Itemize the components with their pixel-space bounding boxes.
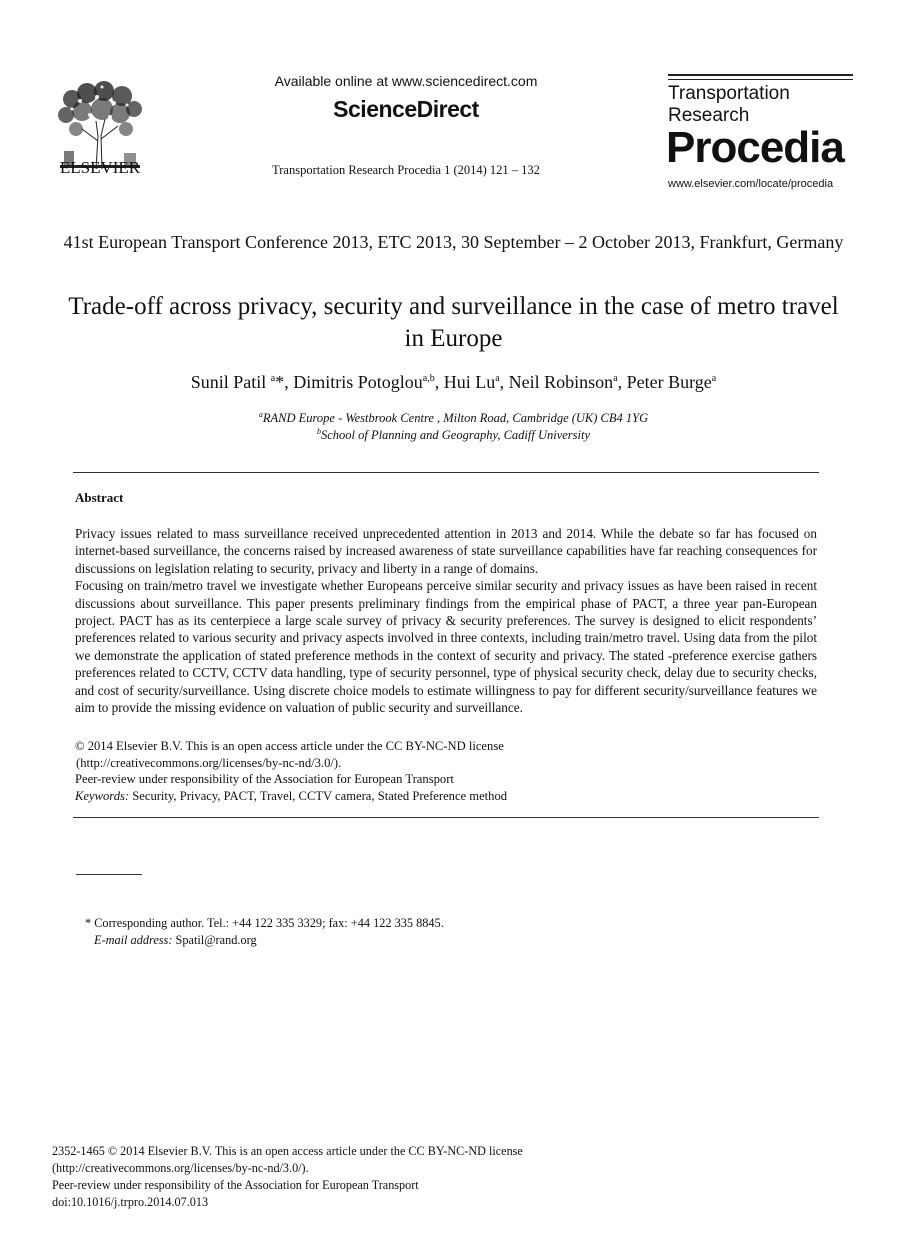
abstract-bottom-divider	[73, 817, 819, 818]
journal-citation: Transportation Research Procedia 1 (2014) 121 – 132	[272, 163, 540, 177]
license-block	[75, 738, 817, 804]
author-name: Neil Robinson	[508, 372, 614, 392]
peer-review-statement: Peer-review under responsibility of the Association for European Transport	[75, 772, 454, 786]
publisher-name: ELSEVIER	[59, 158, 141, 177]
journal-url-link[interactable]: www.elsevier.com/locate/procedia	[668, 178, 834, 190]
affiliation-a	[60, 410, 847, 426]
keywords-label: Keywords:	[75, 788, 130, 803]
abstract-body	[75, 525, 817, 716]
affiliation-text: School of Planning and Geography, Cadiff University	[320, 428, 591, 443]
doi-line[interactable]: doi:10.1016/j.trpro.2014.07.013	[52, 1195, 209, 1209]
paper-title: Trade-off across privacy, security and surveillance in the case of metro travel in Europe	[68, 293, 839, 352]
author-name: Peter Burge	[626, 372, 712, 392]
license-link[interactable]: (http://creativecommons.org/licenses/by-nc-nd/3.0/).	[76, 755, 342, 770]
journal-logo-line3: Procedia	[666, 123, 844, 172]
journal-logo-line2: Research	[668, 105, 750, 126]
author-name: Sunil Patil	[190, 372, 267, 392]
author-list	[60, 372, 847, 393]
author-name: Dimitris Potoglou	[293, 372, 423, 392]
journal-logo-line1: Transportation	[668, 83, 790, 104]
author-separator: ,	[617, 372, 627, 392]
author-separator: ,	[499, 372, 509, 392]
author-name: Hui Lu	[443, 372, 496, 392]
author-separator: ,	[434, 372, 444, 392]
affiliation-b	[60, 427, 847, 443]
author-affiliation-marker: a	[270, 373, 276, 384]
conference-name: 41st European Transport Conference 2013, ETC 2013, 30 September – 2 October 2013, Frankfurt, Germany	[63, 232, 844, 252]
footnote	[85, 915, 785, 948]
journal-logo-rule	[668, 74, 853, 76]
journal-logo-rule	[668, 79, 853, 80]
email-address[interactable]: Spatil@rand.org	[172, 932, 257, 947]
abstract-top-divider	[73, 472, 819, 473]
abstract-paragraph: Focusing on train/metro travel we investigate whether Europeans perceive similar security and privacy issues as have been raised in recent discussions about surveillance. This paper presents preliminary findings from the empirical phase of PACT, a three year pan-European project. PACT has as its centerpiece a large scale survey of privacy & security preferences. The survey is designed to elicit respondents’ preferences related to various security and privacy aspects involved in three contexts, including train/metro travel. Using data from the pilot we demonstrate the application of stated preference methods in the context of security and privacy. The stated -preference exercise gathers preferences related to CCTV, CCTV data handling, type of security personnel, type of physical security check, delay due to security checks, and cost of security/surveillance. Using discrete choice models to estimate willingness to pay for different security/surveillance features we aim to provide the missing evidence on valuation of public security and surveillance.	[75, 578, 817, 716]
available-online-text: Available online at www.sciencedirect.com	[274, 73, 538, 89]
affiliation-text: RAND Europe - Westbrook Centre , Milton Road, Cambridge (UK) CB4 1YG	[262, 411, 649, 426]
keywords-list: Security, Privacy, PACT, Travel, CCTV camera, Stated Preference method	[129, 788, 508, 803]
footer-license-link[interactable]: (http://creativecommons.org/licenses/by-nc-nd/3.0/).	[52, 1161, 309, 1175]
footnote-divider	[76, 874, 142, 875]
keywords-line	[75, 788, 817, 805]
email-line	[85, 932, 785, 949]
author-affiliation-marker: a,b	[422, 373, 435, 384]
affiliation-marker: a	[258, 410, 263, 419]
page-footer	[52, 1143, 752, 1211]
author-affiliation-marker: a	[711, 373, 717, 384]
corresponding-author-note: * Corresponding author. Tel.: +44 122 335 3329; fax: +44 122 335 8845.	[85, 916, 444, 930]
author-separator: *,	[275, 372, 294, 392]
email-label: E-mail address:	[94, 932, 173, 947]
author-affiliation-marker: a	[613, 373, 618, 384]
footer-peer-review: Peer-review under responsibility of the Association for European Transport	[52, 1178, 419, 1192]
issn-license-line: 2352-1465 © 2014 Elsevier B.V. This is an open access article under the CC BY-NC-ND license	[52, 1144, 523, 1158]
abstract-paragraph: Privacy issues related to mass surveillance received unprecedented attention in 2013 and 2014. While the debate so far has focused on internet-based surveillance, the concerns raised by increased awareness of state surveillance capabilities have far reaching consequences for discussions on legislation relating to security, privacy and liberty in a range of domains.	[75, 526, 817, 576]
abstract-heading: Abstract	[75, 490, 124, 505]
sciencedirect-brand: ScienceDirect	[333, 96, 479, 122]
affiliation-marker: b	[316, 427, 321, 436]
license-statement: © 2014 Elsevier B.V. This is an open access article under the CC BY-NC-ND license	[75, 739, 504, 753]
author-affiliation-marker: a	[495, 373, 500, 384]
